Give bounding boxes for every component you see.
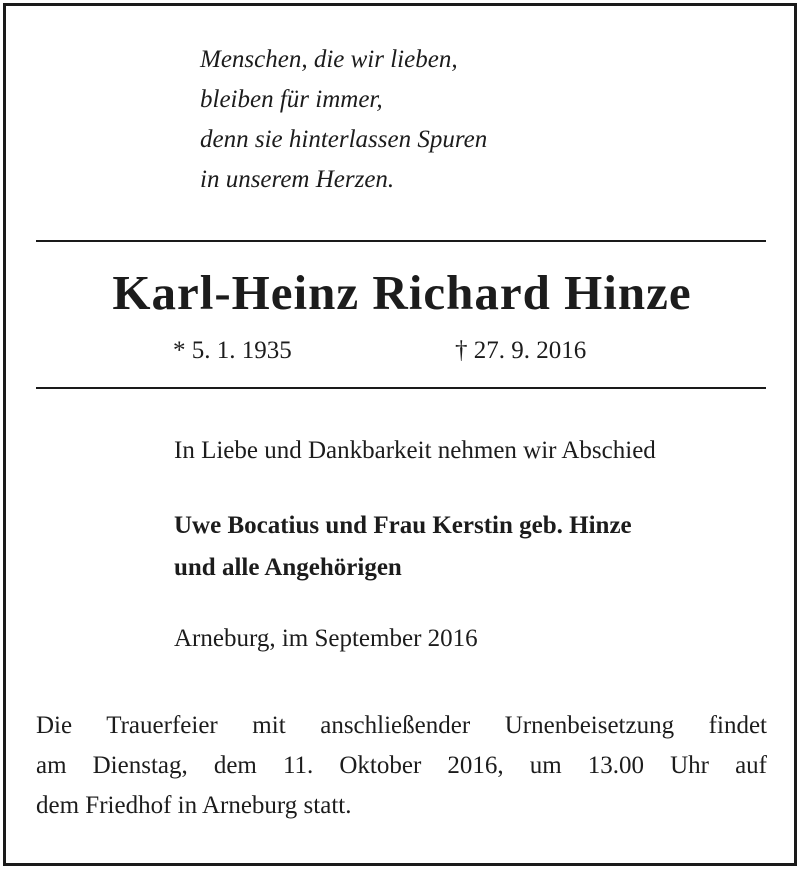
mourner-line: Uwe Bocatius und Frau Kerstin geb. Hinze (174, 512, 632, 539)
poem-line: Menschen, die wir lieben, (200, 46, 458, 73)
ceremony-line: am Dienstag, dem 11. Oktober 2016, um 13.00 Uhr auf (36, 752, 767, 779)
ceremony-line: Die Trauerfeier mit anschließender Urnenbeisetzung findet (36, 712, 767, 739)
place-date: Arneburg, im September 2016 (174, 625, 478, 652)
ceremony-info (36, 706, 767, 826)
farewell-text: In Liebe und Dankbarkeit nehmen wir Abschied (174, 437, 656, 464)
ceremony-line: dem Friedhof in Arneburg statt. (36, 792, 352, 819)
divider-bottom (36, 387, 766, 389)
poem-line: in unserem Herzen. (200, 166, 395, 193)
poem-line: denn sie hinterlassen Spuren (200, 126, 488, 153)
deceased-name: Karl-Heinz Richard Hinze (112, 265, 692, 320)
memorial-poem (200, 40, 487, 200)
mourners-block (174, 505, 632, 589)
poem-line: bleiben für immer, (200, 86, 383, 113)
divider-top (36, 240, 766, 242)
mourner-line: und alle Angehörigen (174, 554, 402, 581)
death-date: † 27. 9. 2016 (455, 337, 587, 364)
birth-date: * 5. 1. 1935 (173, 337, 292, 364)
